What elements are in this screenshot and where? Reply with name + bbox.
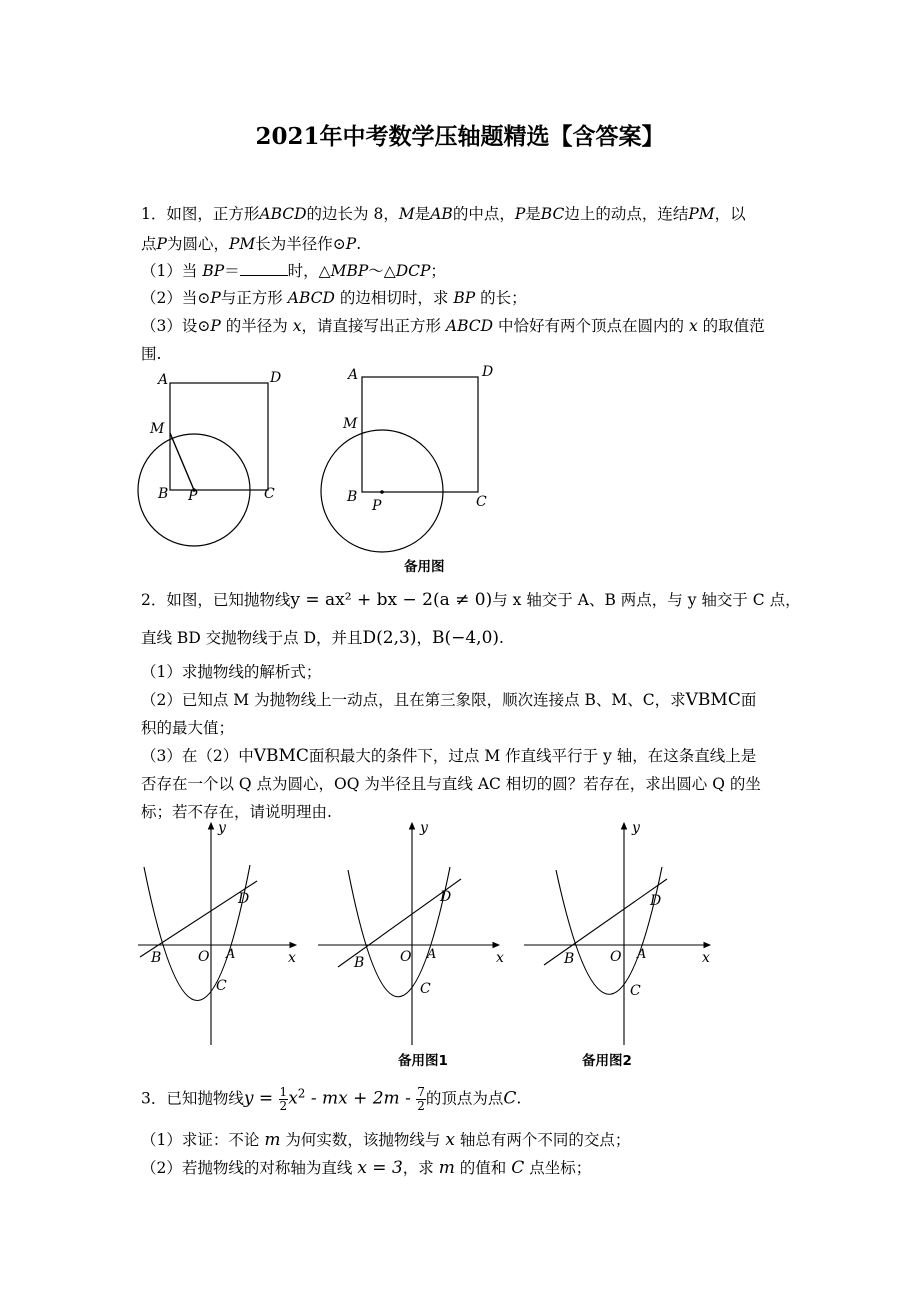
label-a: A	[226, 947, 236, 962]
q2-intro-line1: 2．如图，已知抛物线y = ax² + bx − 2(a ≠ 0)与 x 轴交于 A、B 两点，与 y 轴交于 C 点，	[141, 590, 801, 610]
square-abcd	[170, 383, 268, 490]
label-a: A	[348, 367, 359, 383]
label-x: x	[496, 950, 504, 966]
label-c: C	[420, 981, 431, 997]
q1-intro-line2: 点P为圆心，PM长为半径作⊙P.	[141, 235, 362, 253]
label-a: A	[427, 947, 437, 962]
q2-part1: （1）求抛物线的解析式；	[141, 663, 322, 681]
label-b: B	[151, 950, 162, 966]
label-o: O	[610, 949, 622, 965]
label-m: M	[343, 416, 358, 432]
q2-intro-line2: 直线 BD 交抛物线于点 D，并且D(2,3)，B(−4,0).	[141, 628, 504, 648]
label-x: x	[288, 950, 296, 966]
q1-part3-cont: 围.	[141, 345, 162, 363]
parabola	[348, 867, 450, 997]
q2-part3-cont1: 否存在一个以 Q 点为圆心，OQ 为半径且与直线 AC 相切的圆？若存在，求出圆心 Q 的坐	[141, 775, 761, 793]
label-m: M	[150, 421, 165, 437]
segment-mp	[170, 433, 194, 490]
label-b: B	[158, 486, 169, 502]
graph-backup-1	[318, 820, 504, 1069]
label-y: y	[632, 820, 640, 836]
figure-caption: 备用图	[404, 559, 445, 575]
label-o: O	[400, 949, 412, 965]
label-d: D	[440, 889, 452, 905]
q1-intro-line1: 1．如图，正方形ABCD的边长为 8，M是AB的中点，P是BC边上的动点，连结PM，以	[141, 205, 746, 223]
parabola-equation: y = ax² + bx − 2(a ≠ 0)	[290, 590, 493, 610]
parabola	[144, 865, 250, 1001]
q1-part3: （3）设⊙P 的半径为 x，请直接写出正方形 ABCD 中恰好有两个顶点在圆内的 x 的取值范	[141, 317, 765, 335]
label-c: C	[216, 978, 227, 994]
label-d: D	[270, 370, 282, 386]
label-p: P	[372, 498, 382, 514]
q2-part3: （3）在（2）中VBMC面积最大的条件下，过点 M 作直线平行于 y 轴，在这条直线上是	[141, 746, 757, 766]
answer-blank	[240, 261, 288, 276]
parabola	[556, 867, 662, 994]
graph-main	[138, 820, 296, 1045]
label-b: B	[564, 951, 575, 967]
label-c: C	[630, 983, 641, 999]
q1-figure-main	[130, 365, 310, 570]
q3-part1: （1）求证：不论 m 为何实数，该抛物线与 x 轴总有两个不同的交点；	[141, 1130, 631, 1150]
caption-1: 备用图1	[398, 1053, 448, 1069]
q2-part3-cont2: 标；若不存在，请说明理由.	[141, 803, 332, 821]
label-o: O	[198, 949, 210, 965]
q3-intro: 3．已知抛物线y = $\frac{1}{2}$ $x^2$ - mx + 2m - $\frac{7}{2}$ 的顶点为点C.	[141, 1085, 522, 1113]
label-b: B	[347, 489, 358, 505]
q1-part2: （2）当⊙P与正方形 ABCD 的边相切时，求 BP 的长；	[141, 289, 527, 307]
label-d: D	[650, 893, 662, 909]
graph-backup-2	[524, 820, 710, 1069]
q2-figures	[136, 815, 716, 1075]
label-d: D	[482, 364, 494, 380]
q2-part2: （2）已知点 M 为抛物线上一动点，且在第三象限，顺次连接点 B、M、C，求VBMC面	[141, 690, 757, 710]
label-c: C	[264, 486, 275, 502]
label-a: A	[158, 372, 169, 388]
label-a: A	[637, 947, 647, 962]
q3-part2: （2）若抛物线的对称轴为直线 x = 3，求 m 的值和 C 点坐标；	[141, 1158, 592, 1178]
caption-2: 备用图2	[582, 1053, 632, 1069]
q2-part2-cont: 积的最大值；	[141, 719, 235, 737]
square-abcd	[362, 377, 478, 492]
label-c: C	[476, 494, 487, 510]
label-d: D	[238, 891, 250, 907]
page-title: 2021年中考数学压轴题精选【含答案】	[255, 123, 665, 150]
point-p	[380, 490, 384, 494]
label-x: x	[702, 950, 710, 966]
q1-part1: （1）当 BP＝ 时，△MBP～△DCP；	[141, 262, 446, 280]
label-b: B	[354, 955, 365, 971]
label-y: y	[420, 820, 428, 836]
label-p: P	[188, 488, 198, 504]
q1-figure-backup	[312, 360, 512, 578]
label-y: y	[218, 820, 226, 836]
